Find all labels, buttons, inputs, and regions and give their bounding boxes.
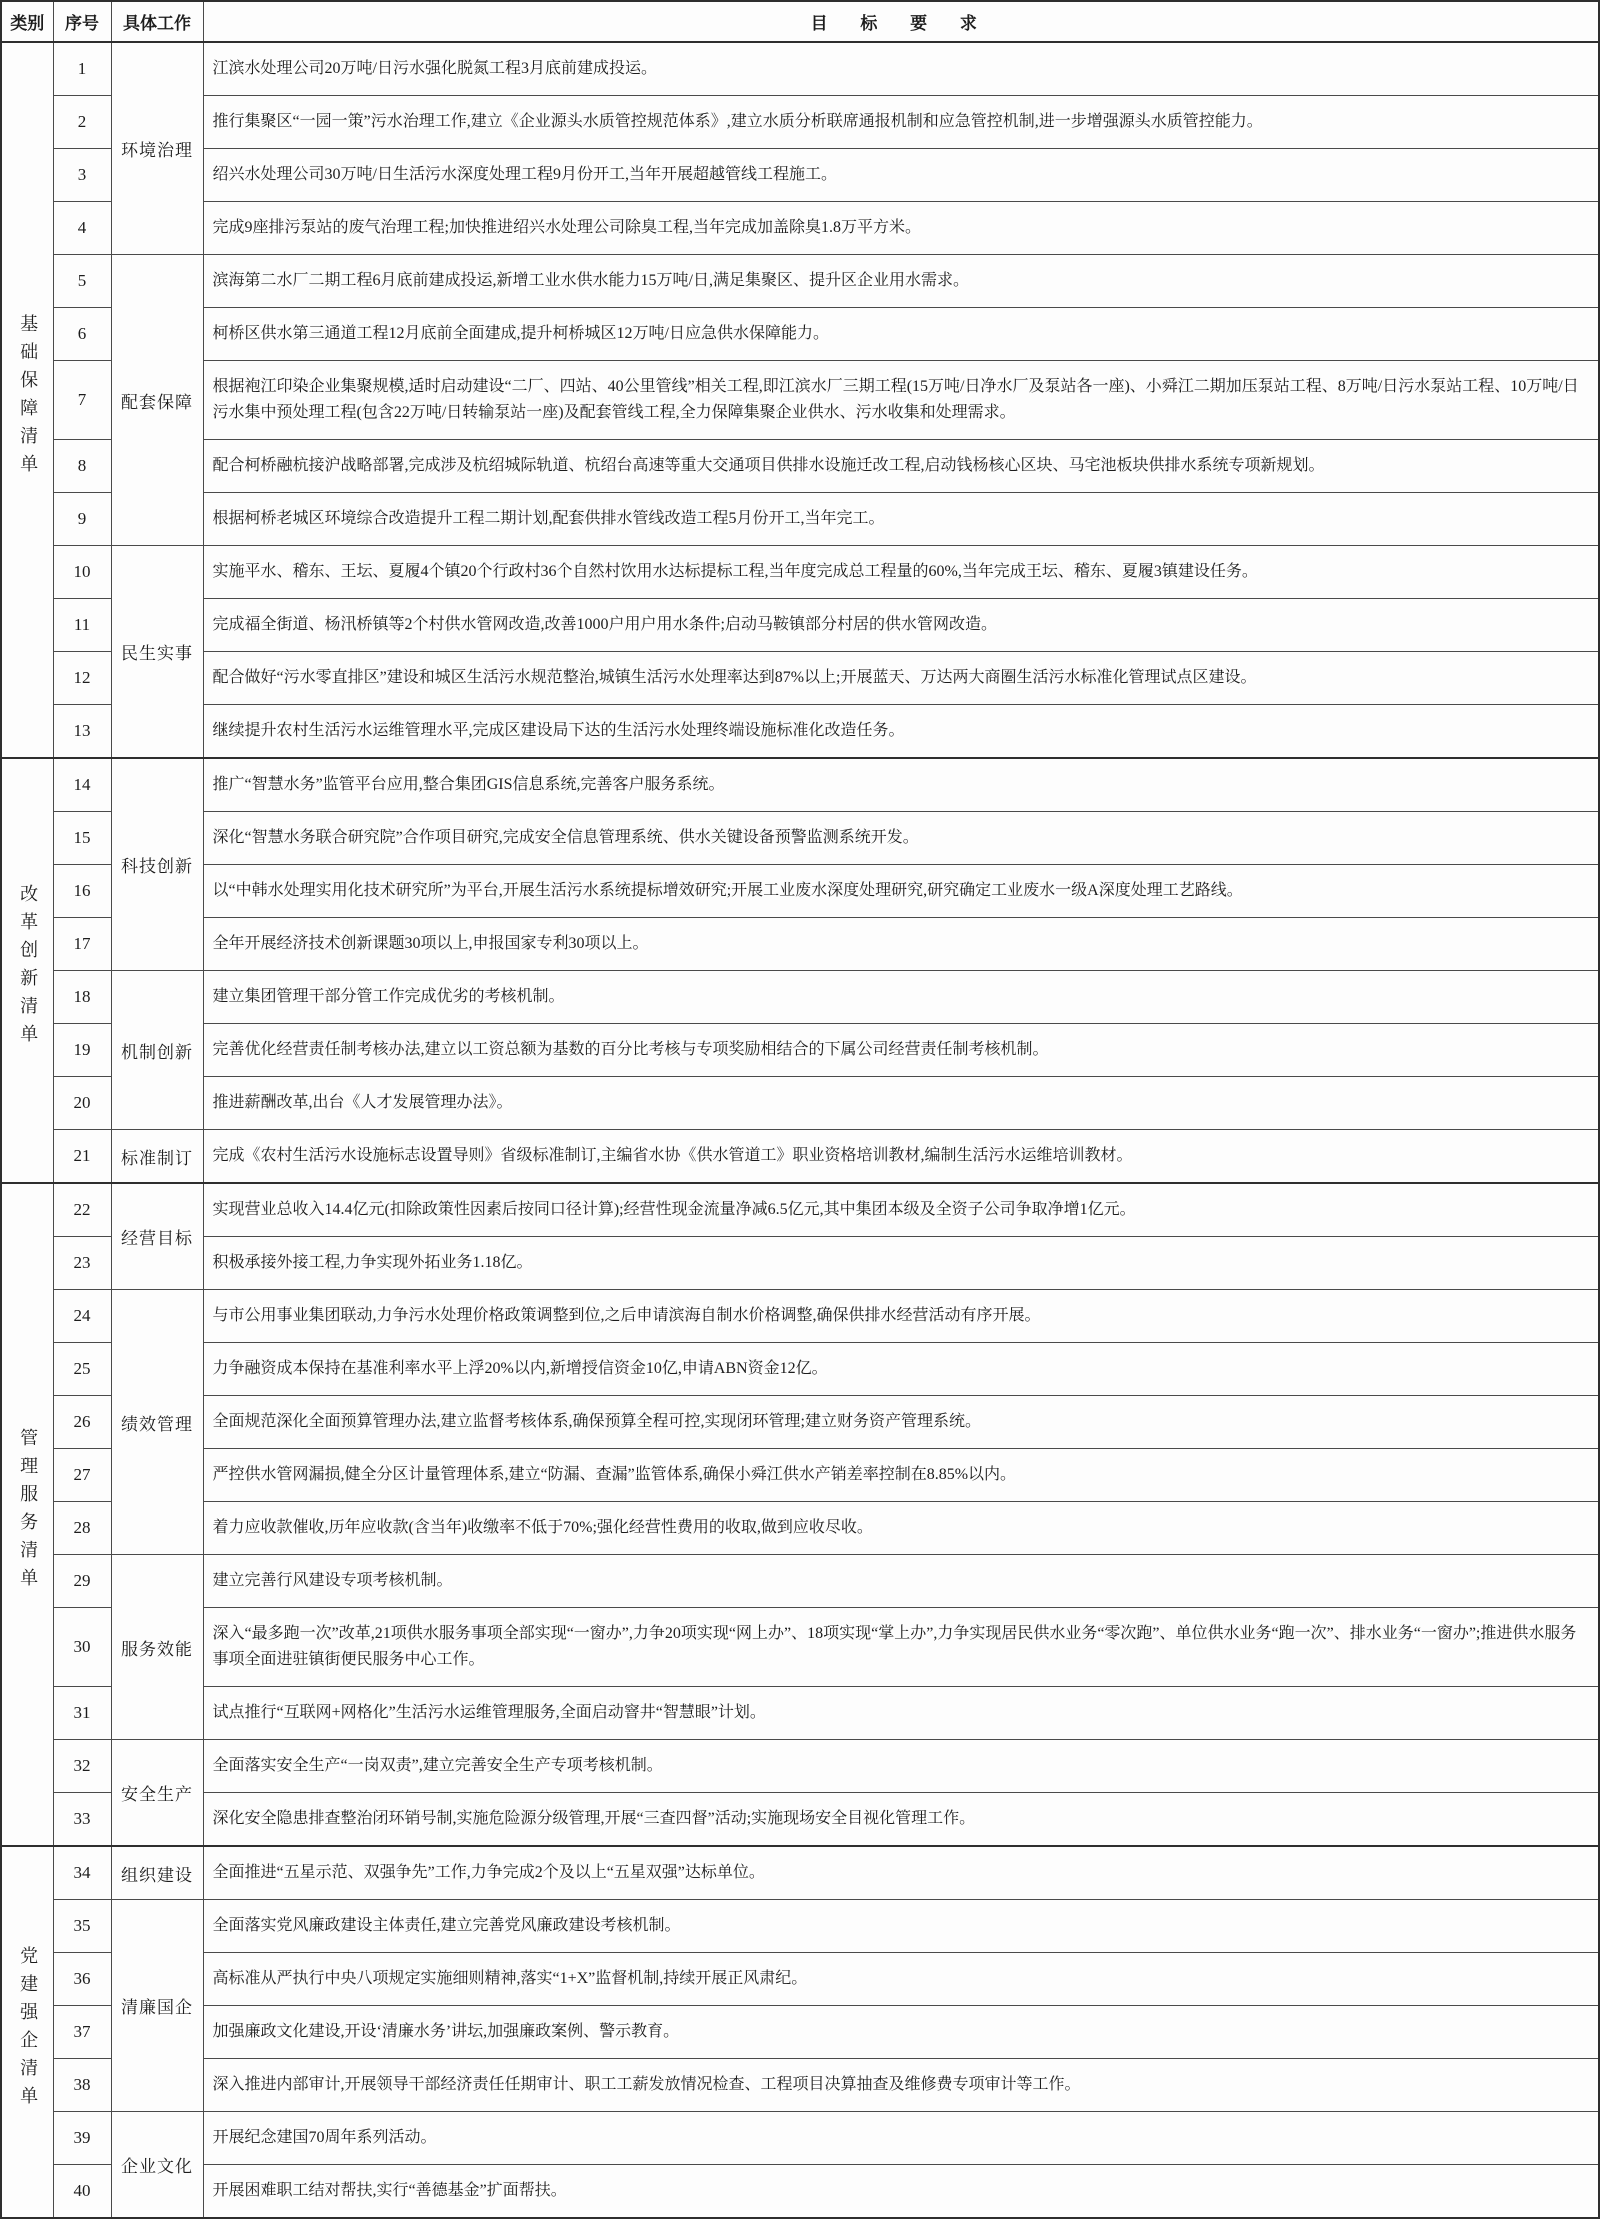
goal-requirement-cell: 全面推进“五星示范、双强争先”工作,力争完成2个及以上“五星双强”达标单位。	[203, 1846, 1599, 1900]
goal-requirement-cell: 继续提升农村生活污水运维管理水平,完成区建设局下达的生活污水处理终端设施标准化改造任务。	[203, 705, 1599, 759]
serial-number-cell: 3	[53, 149, 111, 202]
goal-requirement-cell: 全年开展经济技术创新课题30项以上,申报国家专利30项以上。	[203, 918, 1599, 971]
serial-number-cell: 22	[53, 1183, 111, 1237]
goal-requirement-cell: 推进薪酬改革,出台《人才发展管理办法》。	[203, 1077, 1599, 1130]
table-row	[1, 1846, 1599, 1900]
serial-number-cell: 11	[53, 599, 111, 652]
serial-number-cell: 1	[53, 42, 111, 96]
work-group-cell: 科技创新	[111, 758, 203, 971]
category-cell	[1, 758, 53, 1183]
serial-number-cell: 7	[53, 361, 111, 440]
header-category: 类别	[1, 1, 53, 42]
table-row	[1, 1608, 1599, 1687]
table-row	[1, 361, 1599, 440]
work-group-cell: 组织建设	[111, 1846, 203, 1900]
table-row	[1, 1740, 1599, 1793]
table-row	[1, 1687, 1599, 1740]
header-serial: 序号	[53, 1, 111, 42]
table-row	[1, 96, 1599, 149]
work-group-cell: 绩效管理	[111, 1290, 203, 1555]
goal-requirement-cell: 着力应收款催收,历年应收款(含当年)收缴率不低于70%;强化经营性费用的收取,做到应收尽收。	[203, 1502, 1599, 1555]
header-goal: 目 标 要 求	[203, 1, 1599, 42]
serial-number-cell: 40	[53, 2165, 111, 2219]
work-group-cell: 安全生产	[111, 1740, 203, 1847]
serial-number-cell: 13	[53, 705, 111, 759]
goal-requirement-cell: 严控供水管网漏损,健全分区计量管理体系,建立“防漏、查漏”监管体系,确保小舜江供水产销差率控制在8.85%以内。	[203, 1449, 1599, 1502]
goal-requirement-cell: 全面规范深化全面预算管理办法,建立监督考核体系,确保预算全程可控,实现闭环管理;建立财务资产管理系统。	[203, 1396, 1599, 1449]
goal-requirement-cell: 建立集团管理干部分管工作完成优劣的考核机制。	[203, 971, 1599, 1024]
serial-number-cell: 34	[53, 1846, 111, 1900]
category-label: 党建强企清单	[18, 1945, 39, 2114]
table-row	[1, 971, 1599, 1024]
goal-requirement-cell: 推广“智慧水务”监管平台应用,整合集团GIS信息系统,完善客户服务系统。	[203, 758, 1599, 812]
serial-number-cell: 14	[53, 758, 111, 812]
serial-number-cell: 2	[53, 96, 111, 149]
table-row	[1, 918, 1599, 971]
serial-number-cell: 15	[53, 812, 111, 865]
goal-requirement-cell: 与市公用事业集团联动,力争污水处理价格政策调整到位,之后申请滨海自制水价格调整,确保供排水经营活动有序开展。	[203, 1290, 1599, 1343]
serial-number-cell: 38	[53, 2059, 111, 2112]
goal-requirement-cell: 深化“智慧水务联合研究院”合作项目研究,完成安全信息管理系统、供水关键设备预警监测系统开发。	[203, 812, 1599, 865]
table-row	[1, 1502, 1599, 1555]
goal-requirement-cell: 完成9座排污泵站的废气治理工程;加快推进绍兴水处理公司除臭工程,当年完成加盖除臭1.8万平方米。	[203, 202, 1599, 255]
serial-number-cell: 17	[53, 918, 111, 971]
serial-number-cell: 19	[53, 1024, 111, 1077]
serial-number-cell: 29	[53, 1555, 111, 1608]
table-row	[1, 2059, 1599, 2112]
serial-number-cell: 12	[53, 652, 111, 705]
goal-requirement-cell: 完成《农村生活污水设施标志设置导则》省级标准制订,主编省水协《供水管道工》职业资格培训教材,编制生活污水运维培训教材。	[203, 1130, 1599, 1184]
table-row	[1, 308, 1599, 361]
serial-number-cell: 8	[53, 440, 111, 493]
work-group-cell: 机制创新	[111, 971, 203, 1130]
table-row	[1, 599, 1599, 652]
category-cell	[1, 1183, 53, 1846]
table-row	[1, 42, 1599, 96]
table-row	[1, 1900, 1599, 1953]
serial-number-cell: 4	[53, 202, 111, 255]
serial-number-cell: 33	[53, 1793, 111, 1847]
table-row	[1, 1077, 1599, 1130]
serial-number-cell: 28	[53, 1502, 111, 1555]
table-row	[1, 1396, 1599, 1449]
goal-requirement-cell: 根据柯桥老城区环境综合改造提升工程二期计划,配套供排水管线改造工程5月份开工,当年完工。	[203, 493, 1599, 546]
serial-number-cell: 16	[53, 865, 111, 918]
serial-number-cell: 39	[53, 2112, 111, 2165]
goal-requirement-cell: 绍兴水处理公司30万吨/日生活污水深度处理工程9月份开工,当年开展超越管线工程施工。	[203, 149, 1599, 202]
serial-number-cell: 35	[53, 1900, 111, 1953]
table-row	[1, 1024, 1599, 1077]
goal-requirement-cell: 柯桥区供水第三通道工程12月底前全面建成,提升柯桥城区12万吨/日应急供水保障能力。	[203, 308, 1599, 361]
goal-requirement-cell: 积极承接外接工程,力争实现外拓业务1.18亿。	[203, 1237, 1599, 1290]
serial-number-cell: 23	[53, 1237, 111, 1290]
category-label: 基础保障清单	[18, 313, 39, 482]
serial-number-cell: 6	[53, 308, 111, 361]
table-row	[1, 1290, 1599, 1343]
goal-requirement-cell: 配合柯桥融杭接沪战略部署,完成涉及杭绍城际轨道、杭绍台高速等重大交通项目供排水设施迁改工程,启动钱杨核心区块、马宅池板块供排水系统专项新规划。	[203, 440, 1599, 493]
table-row	[1, 2112, 1599, 2165]
table-row	[1, 865, 1599, 918]
goal-requirement-cell: 实施平水、稽东、王坛、夏履4个镇20个行政村36个自然村饮用水达标提标工程,当年度完成总工程量的60%,当年完成王坛、稽东、夏履3镇建设任务。	[203, 546, 1599, 599]
goal-requirement-cell: 力争融资成本保持在基准利率水平上浮20%以内,新增授信资金10亿,申请ABN资金12亿。	[203, 1343, 1599, 1396]
table-row	[1, 2006, 1599, 2059]
table-row	[1, 1449, 1599, 1502]
table-row	[1, 652, 1599, 705]
table-row	[1, 1130, 1599, 1184]
serial-number-cell: 26	[53, 1396, 111, 1449]
table-row	[1, 149, 1599, 202]
goal-requirement-cell: 完成福全街道、杨汛桥镇等2个村供水管网改造,改善1000户用户用水条件;启动马鞍镇部分村居的供水管网改造。	[203, 599, 1599, 652]
serial-number-cell: 10	[53, 546, 111, 599]
serial-number-cell: 9	[53, 493, 111, 546]
category-label: 改革创新清单	[18, 884, 39, 1052]
goal-requirement-cell: 江滨水处理公司20万吨/日污水强化脱氮工程3月底前建成投运。	[203, 42, 1599, 96]
table-row	[1, 1183, 1599, 1237]
goal-requirement-cell: 开展困难职工结对帮扶,实行“善德基金”扩面帮扶。	[203, 2165, 1599, 2219]
work-group-cell: 经营目标	[111, 1183, 203, 1290]
goal-requirement-cell: 根据袍江印染企业集聚规模,适时启动建设“二厂、四站、40公里管线”相关工程,即江滨水厂三期工程(15万吨/日净水厂及泵站各一座)、小舜江二期加压泵站工程、8万吨/日污水泵站工程、10万吨/日污水集中预处理工程(包含22万吨/日转输泵站一座)及配套管线工程,全力保障集聚企业供水、污水收集和处理需求。	[203, 361, 1599, 440]
table-row	[1, 758, 1599, 812]
work-group-cell: 标准制订	[111, 1130, 203, 1184]
goal-requirement-cell: 试点推行“互联网+网格化”生活污水运维管理服务,全面启动窨井“智慧眼”计划。	[203, 1687, 1599, 1740]
goal-requirement-cell: 滨海第二水厂二期工程6月底前建成投运,新增工业水供水能力15万吨/日,满足集聚区、提升区企业用水需求。	[203, 255, 1599, 308]
table-row	[1, 493, 1599, 546]
serial-number-cell: 31	[53, 1687, 111, 1740]
category-label: 管理服务清单	[18, 1428, 39, 1596]
goal-requirement-cell: 深入推进内部审计,开展领导干部经济责任任期审计、职工工薪发放情况检查、工程项目决算抽查及维修费专项审计等工作。	[203, 2059, 1599, 2112]
table-row	[1, 202, 1599, 255]
serial-number-cell: 37	[53, 2006, 111, 2059]
category-cell	[1, 42, 53, 758]
goal-requirement-cell: 配合做好“污水零直排区”建设和城区生活污水规范整治,城镇生活污水处理率达到87%以上;开展蓝天、万达两大商圈生活污水标准化管理试点区建设。	[203, 652, 1599, 705]
goal-requirement-cell: 深入“最多跑一次”改革,21项供水服务事项全部实现“一窗办”,力争20项实现“网上办”、18项实现“掌上办”,力争实现居民供水业务“零次跑”、单位供水业务“跑一次”、排水业务“一窗办”;推进供水服务事项全面进驻镇街便民服务中心工作。	[203, 1608, 1599, 1687]
work-group-cell: 清廉国企	[111, 1900, 203, 2112]
goal-requirement-cell: 实现营业总收入14.4亿元(扣除政策性因素后按同口径计算);经营性现金流量净减6.5亿元,其中集团本级及全资子公司争取净增1亿元。	[203, 1183, 1599, 1237]
serial-number-cell: 18	[53, 971, 111, 1024]
serial-number-cell: 24	[53, 1290, 111, 1343]
table-row	[1, 705, 1599, 759]
work-group-cell: 配套保障	[111, 255, 203, 546]
goal-requirement-cell: 完善优化经营责任制考核办法,建立以工资总额为基数的百分比考核与专项奖励相结合的下属公司经营责任制考核机制。	[203, 1024, 1599, 1077]
serial-number-cell: 5	[53, 255, 111, 308]
goal-requirement-cell: 深化安全隐患排查整治闭环销号制,实施危险源分级管理,开展“三查四督”活动;实施现场安全目视化管理工作。	[203, 1793, 1599, 1847]
serial-number-cell: 25	[53, 1343, 111, 1396]
table-row	[1, 1237, 1599, 1290]
table-row	[1, 1343, 1599, 1396]
work-group-cell: 企业文化	[111, 2112, 203, 2219]
table-row	[1, 1793, 1599, 1847]
table-row	[1, 255, 1599, 308]
goal-requirement-cell: 全面落实安全生产“一岗双责”,建立完善安全生产专项考核机制。	[203, 1740, 1599, 1793]
header-work: 具体工作	[111, 1, 203, 42]
category-cell	[1, 1846, 53, 2218]
goal-requirement-cell: 全面落实党风廉政建设主体责任,建立完善党风廉政建设考核机制。	[203, 1900, 1599, 1953]
table-header	[1, 1, 1599, 42]
serial-number-cell: 36	[53, 1953, 111, 2006]
serial-number-cell: 30	[53, 1608, 111, 1687]
goal-requirement-cell: 以“中韩水处理实用化技术研究所”为平台,开展生活污水系统提标增效研究;开展工业废水深度处理研究,研究确定工业废水一级A深度处理工艺路线。	[203, 865, 1599, 918]
serial-number-cell: 20	[53, 1077, 111, 1130]
table-row	[1, 546, 1599, 599]
table-body	[1, 42, 1599, 2218]
table-row	[1, 1953, 1599, 2006]
table-row	[1, 812, 1599, 865]
serial-number-cell: 32	[53, 1740, 111, 1793]
header-row	[1, 1, 1599, 42]
goal-requirement-cell: 推行集聚区“一园一策”污水治理工作,建立《企业源头水质管控规范体系》,建立水质分析联席通报机制和应急管控机制,进一步增强源头水质管控能力。	[203, 96, 1599, 149]
work-group-cell: 服务效能	[111, 1555, 203, 1740]
table-row	[1, 440, 1599, 493]
work-group-cell: 环境治理	[111, 42, 203, 255]
table-row	[1, 1555, 1599, 1608]
goal-requirement-cell: 高标准从严执行中央八项规定实施细则精神,落实“1+X”监督机制,持续开展正风肃纪。	[203, 1953, 1599, 2006]
work-group-cell: 民生实事	[111, 546, 203, 759]
goal-requirement-cell: 建立完善行风建设专项考核机制。	[203, 1555, 1599, 1608]
serial-number-cell: 21	[53, 1130, 111, 1184]
goal-requirement-cell: 开展纪念建国70周年系列活动。	[203, 2112, 1599, 2165]
goal-requirement-cell: 加强廉政文化建设,开设‘清廉水务’讲坛,加强廉政案例、警示教育。	[203, 2006, 1599, 2059]
serial-number-cell: 27	[53, 1449, 111, 1502]
